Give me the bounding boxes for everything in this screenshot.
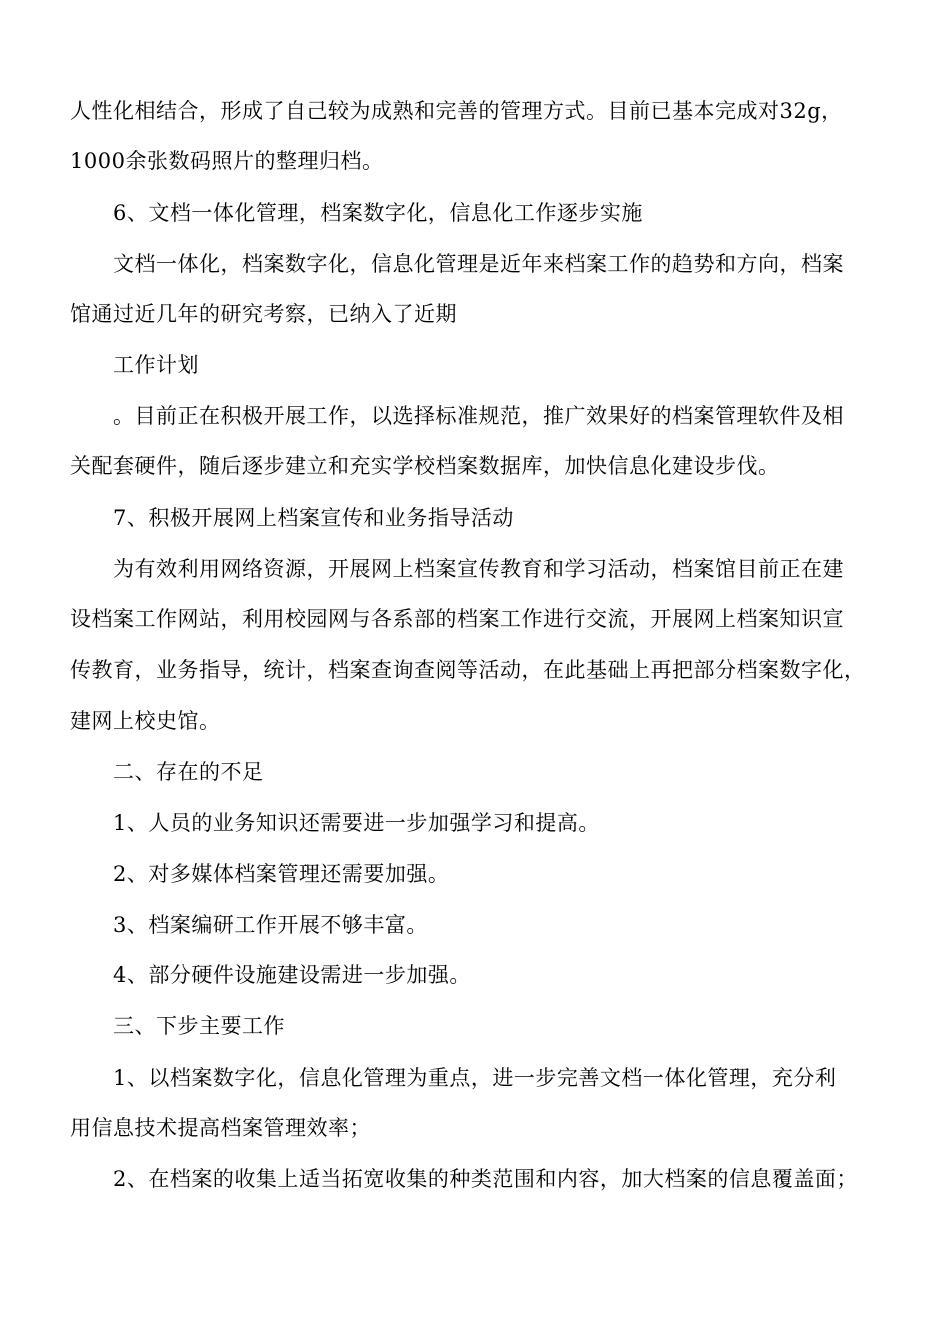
text-line: 为有效利用网络资源，开展网上档案宣传教育和学习活动，档案馆目前正在建 [113, 557, 844, 581]
text-line: 传教育，业务指导，统计，档案查询查阅等活动，在此基础上再把部分档案数字化， [70, 658, 866, 682]
text-line: 文档一体化，档案数字化，信息化管理是近年来档案工作的趋势和方向，档案 [113, 252, 844, 276]
text-line: 3、档案编研工作开展不够丰富。 [113, 913, 428, 937]
text-line: 2、对多媒体档案管理还需要加强。 [113, 862, 450, 886]
text-line: 2、在档案的收集上适当拓宽收集的种类范围和内容，加大档案的信息覆盖面； [113, 1167, 858, 1191]
text-line: 用信息技术提高档案管理效率； [70, 1116, 371, 1140]
text-line: 设档案工作网站，利用校园网与各系部的档案工作进行交流，开展网上档案知识宣 [70, 607, 844, 631]
text-line: 。目前正在积极开展工作，以选择标准规范，推广效果好的档案管理软件及相 [113, 404, 844, 428]
text-line: 三、下步主要工作 [113, 1014, 285, 1038]
text-line: 人性化相结合，形成了自己较为成熟和完善的管理方式。目前已基本完成对32g， [70, 99, 843, 123]
text-line: 馆通过近几年的研究考察，已纳入了近期 [70, 302, 457, 326]
text-line: 关配套硬件，随后逐步建立和充实学校档案数据库，加快信息化建设步伐。 [70, 454, 780, 478]
text-line: 4、部分硬件设施建设需进一步加强。 [113, 963, 471, 987]
text-line: 1、人员的业务知识还需要进一步加强学习和提高。 [113, 811, 600, 835]
text-line: 工作计划 [113, 353, 199, 377]
text-line: 7、积极开展网上档案宣传和业务指导活动 [113, 506, 514, 530]
text-line: 1000余张数码照片的整理归档。 [70, 149, 384, 173]
text-line: 6、文档一体化管理，档案数字化，信息化工作逐步实施 [113, 201, 643, 225]
text-line: 二、存在的不足 [113, 760, 264, 784]
text-line: 1、以档案数字化，信息化管理为重点，进一步完善文档一体化管理，充分利 [113, 1066, 837, 1090]
text-line: 建网上校史馆。 [70, 709, 221, 733]
